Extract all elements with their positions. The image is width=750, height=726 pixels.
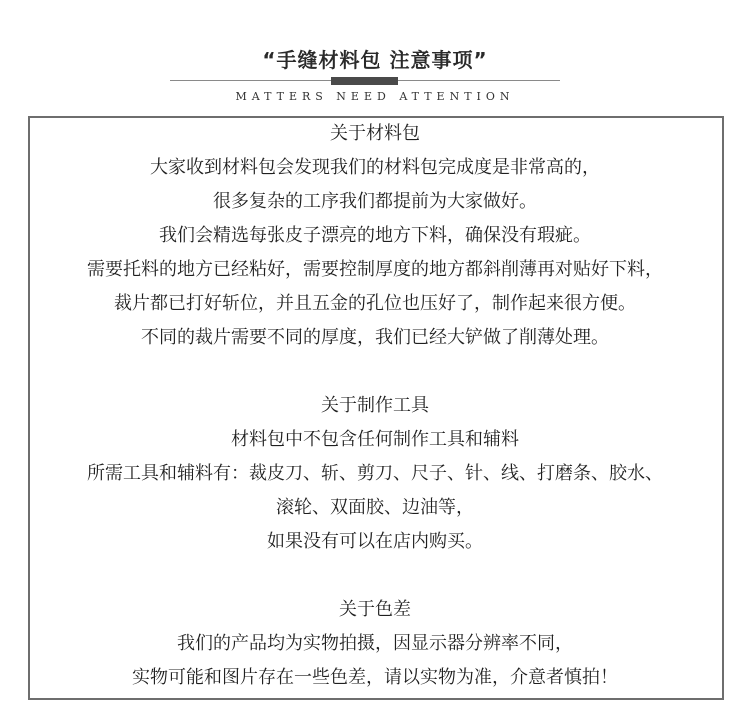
text-line: 实物可能和图片存在一些色差，请以实物为准，介意者慎拍！ xyxy=(132,667,618,688)
text-line: 如果没有可以在店内购买。 xyxy=(267,531,483,552)
notice-text-block xyxy=(0,117,750,695)
text-line: 需要托料的地方已经粘好，需要控制厚度的地方都斜削薄再对贴好下料， xyxy=(87,259,663,280)
text-line: 我们会精选每张皮子漂亮的地方下料，确保没有瑕疵。 xyxy=(159,225,591,246)
spacer xyxy=(0,559,750,593)
text-line: 很多复杂的工序我们都提前为大家做好。 xyxy=(213,191,537,212)
page-title: “手缝材料包 注意事项” xyxy=(262,48,488,72)
text-line: 滚轮、双面胶、边油等， xyxy=(276,497,474,518)
text-line: 材料包中不包含任何制作工具和辅料 xyxy=(231,429,519,450)
section-heading-tools: 关于制作工具 xyxy=(321,395,429,416)
text-line: 我们的产品均为实物拍摄，因显示器分辨率不同， xyxy=(177,633,573,654)
section-heading-color-difference: 关于色差 xyxy=(339,599,411,620)
spacer xyxy=(0,355,750,389)
text-line: 不同的裁片需要不同的厚度，我们已经大铲做了削薄处理。 xyxy=(141,327,609,348)
section-heading-material-kit: 关于材料包 xyxy=(330,123,420,144)
header xyxy=(0,0,750,110)
page-subtitle: MATTERS NEED ATTENTION xyxy=(235,90,515,103)
text-line: 所需工具和辅料有：裁皮刀、斩、剪刀、尺子、针、线、打磨条、胶水、 xyxy=(87,463,663,484)
text-line: 大家收到材料包会发现我们的材料包完成度是非常高的， xyxy=(150,157,600,178)
title-divider-accent xyxy=(331,77,398,85)
text-line: 裁片都已打好斩位，并且五金的孔位也压好了，制作起来很方便。 xyxy=(114,293,636,314)
